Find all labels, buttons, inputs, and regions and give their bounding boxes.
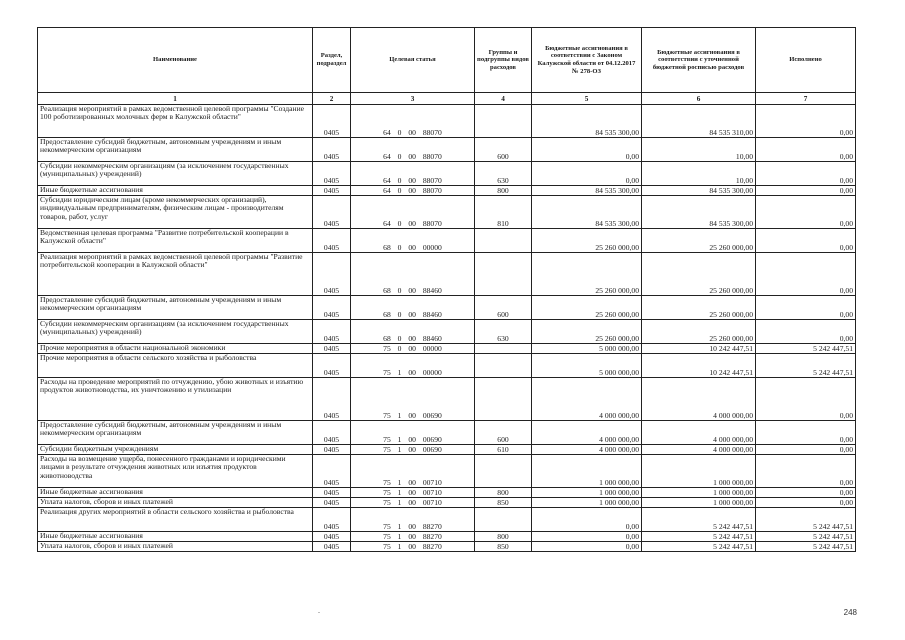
row-name: Иные бюджетные ассигнования — [38, 488, 313, 498]
header-section: Раздел, подраздел — [313, 28, 351, 93]
row-refined-amount: 4 000 000,00 — [642, 421, 756, 445]
row-executed-amount: 0,00 — [756, 378, 856, 421]
row-executed-amount: 0,00 — [756, 138, 856, 162]
row-executed-amount: 0,00 — [756, 488, 856, 498]
table-row — [38, 542, 856, 552]
row-refined-amount: 84 535 300,00 — [642, 186, 756, 196]
row-name: Уплата налогов, сборов и иных платежей — [38, 498, 313, 508]
row-expense-group — [475, 508, 532, 532]
row-refined-amount: 4 000 000,00 — [642, 445, 756, 455]
row-section: 0405 — [313, 186, 351, 196]
row-name: Предоставление субсидий бюджетным, автономным учреждениям и иным некоммерческим организациям — [38, 138, 313, 162]
row-refined-amount: 25 260 000,00 — [642, 320, 756, 344]
row-law-amount: 25 260 000,00 — [532, 320, 642, 344]
row-refined-amount: 25 260 000,00 — [642, 253, 756, 296]
column-number-row — [38, 93, 856, 105]
row-refined-amount: 1 000 000,00 — [642, 498, 756, 508]
row-target-article: 75 1 00 00710 — [351, 498, 475, 508]
row-name: Расходы на проведение мероприятий по отчуждению, убою животных и изъятию продуктов животноводства, их уничтожению и утилизации — [38, 378, 313, 421]
row-name: Ведомственная целевая программа "Развитие потребительской кооперации в Калужской области" — [38, 229, 313, 253]
row-section: 0405 — [313, 162, 351, 186]
header-row — [38, 28, 856, 93]
row-target-article: 68 0 00 00000 — [351, 229, 475, 253]
column-number: 5 — [532, 93, 642, 105]
page-number: 248 — [843, 608, 857, 617]
row-executed-amount: 0,00 — [756, 455, 856, 488]
row-executed-amount: 5 242 447,51 — [756, 542, 856, 552]
column-number: 1 — [38, 93, 313, 105]
row-expense-group: 630 — [475, 162, 532, 186]
row-section: 0405 — [313, 488, 351, 498]
row-executed-amount: 0,00 — [756, 320, 856, 344]
row-refined-amount: 1 000 000,00 — [642, 455, 756, 488]
row-law-amount: 1 000 000,00 — [532, 455, 642, 488]
row-name: Субсидии некоммерческим организациям (за исключением государственных (муниципальных) учреждений) — [38, 162, 313, 186]
row-target-article: 64 0 00 88070 — [351, 162, 475, 186]
row-section: 0405 — [313, 138, 351, 162]
row-refined-amount: 25 260 000,00 — [642, 229, 756, 253]
row-executed-amount: 0,00 — [756, 105, 856, 138]
row-refined-amount: 84 535 300,00 — [642, 196, 756, 229]
row-executed-amount: 0,00 — [756, 196, 856, 229]
row-law-amount: 4 000 000,00 — [532, 378, 642, 421]
row-name: Субсидии юридическим лицам (кроме некоммерческих организаций), индивидуальным предпринимателям, физическим лицам - производителям товаров, работ, услуг — [38, 196, 313, 229]
row-executed-amount: 5 242 447,51 — [756, 508, 856, 532]
row-name: Расходы на возмещение ущерба, понесенного гражданами и юридическими лицами в результате отчуждения животных или изъятия продуктов животноводства — [38, 455, 313, 488]
table-row — [38, 253, 856, 296]
row-section: 0405 — [313, 508, 351, 532]
table-row — [38, 378, 856, 421]
table-row — [38, 162, 856, 186]
header-executed: Исполнено — [756, 28, 856, 93]
row-expense-group — [475, 253, 532, 296]
row-expense-group — [475, 105, 532, 138]
column-number: 2 — [313, 93, 351, 105]
row-section: 0405 — [313, 378, 351, 421]
row-section: 0405 — [313, 354, 351, 378]
row-section: 0405 — [313, 196, 351, 229]
row-name: Уплата налогов, сборов и иных платежей — [38, 542, 313, 552]
table-row — [38, 344, 856, 354]
row-target-article: 75 0 00 00000 — [351, 344, 475, 354]
row-refined-amount: 10 242 447,51 — [642, 344, 756, 354]
row-expense-group: 810 — [475, 196, 532, 229]
row-expense-group: 800 — [475, 532, 532, 542]
row-law-amount: 25 260 000,00 — [532, 229, 642, 253]
row-name: Субсидии некоммерческим организациям (за исключением государственных (муниципальных) учреждений) — [38, 320, 313, 344]
table-row — [38, 488, 856, 498]
row-section: 0405 — [313, 421, 351, 445]
header-target: Целевая статья — [351, 28, 475, 93]
row-expense-group: 630 — [475, 320, 532, 344]
row-name: Предоставление субсидий бюджетным, автономным учреждениям и иным некоммерческим организациям — [38, 296, 313, 320]
row-refined-amount: 25 260 000,00 — [642, 296, 756, 320]
row-name: Реализация других мероприятий в области сельского хозяйства и рыболовства — [38, 508, 313, 532]
table-row — [38, 445, 856, 455]
table-row — [38, 532, 856, 542]
row-law-amount: 4 000 000,00 — [532, 445, 642, 455]
row-law-amount: 0,00 — [532, 542, 642, 552]
footer-mark: . — [318, 606, 320, 615]
row-target-article: 75 1 00 88270 — [351, 532, 475, 542]
row-refined-amount: 4 000 000,00 — [642, 378, 756, 421]
row-section: 0405 — [313, 498, 351, 508]
row-section: 0405 — [313, 532, 351, 542]
row-executed-amount: 0,00 — [756, 186, 856, 196]
row-expense-group: 850 — [475, 542, 532, 552]
header-name: Наименование — [38, 28, 313, 93]
row-section: 0405 — [313, 542, 351, 552]
row-refined-amount: 5 242 447,51 — [642, 508, 756, 532]
table-row — [38, 455, 856, 488]
row-target-article: 75 1 00 88270 — [351, 542, 475, 552]
column-number: 3 — [351, 93, 475, 105]
row-target-article: 75 1 00 00690 — [351, 421, 475, 445]
row-expense-group: 800 — [475, 488, 532, 498]
row-expense-group: 600 — [475, 296, 532, 320]
row-name: Предоставление субсидий бюджетным, автономным учреждениям и иным некоммерческим организациям — [38, 421, 313, 445]
row-law-amount: 1 000 000,00 — [532, 498, 642, 508]
row-section: 0405 — [313, 455, 351, 488]
row-refined-amount: 10 242 447,51 — [642, 354, 756, 378]
header-law: Бюджетные ассигнования в соответствии с Законом Калужской области от 04.12.2017 № 278-ОЗ — [532, 28, 642, 93]
table-row — [38, 320, 856, 344]
column-number: 4 — [475, 93, 532, 105]
row-executed-amount: 0,00 — [756, 253, 856, 296]
row-executed-amount: 0,00 — [756, 162, 856, 186]
row-expense-group — [475, 378, 532, 421]
row-expense-group: 800 — [475, 186, 532, 196]
row-section: 0405 — [313, 344, 351, 354]
row-name: Субсидии бюджетным учреждениям — [38, 445, 313, 455]
row-law-amount: 1 000 000,00 — [532, 488, 642, 498]
row-law-amount: 84 535 300,00 — [532, 196, 642, 229]
row-section: 0405 — [313, 253, 351, 296]
row-refined-amount: 1 000 000,00 — [642, 488, 756, 498]
table-row — [38, 508, 856, 532]
row-law-amount: 5 000 000,00 — [532, 344, 642, 354]
row-expense-group: 850 — [475, 498, 532, 508]
row-target-article: 75 1 00 00690 — [351, 378, 475, 421]
row-target-article: 75 1 00 00710 — [351, 455, 475, 488]
column-number: 6 — [642, 93, 756, 105]
row-law-amount: 0,00 — [532, 532, 642, 542]
row-target-article: 75 1 00 00690 — [351, 445, 475, 455]
row-refined-amount: 5 242 447,51 — [642, 542, 756, 552]
row-expense-group — [475, 344, 532, 354]
row-refined-amount: 5 242 447,51 — [642, 532, 756, 542]
row-law-amount: 0,00 — [532, 138, 642, 162]
row-name: Прочие мероприятия в области сельского хозяйства и рыболовства — [38, 354, 313, 378]
row-name: Реализация мероприятий в рамках ведомственной целевой программы "Создание 100 роботизированных молочных ферм в Калужской области" — [38, 105, 313, 138]
table-row — [38, 421, 856, 445]
row-refined-amount: 84 535 310,00 — [642, 105, 756, 138]
row-executed-amount: 0,00 — [756, 445, 856, 455]
row-target-article: 68 0 00 88460 — [351, 296, 475, 320]
row-target-article: 68 0 00 88460 — [351, 253, 475, 296]
column-number: 7 — [756, 93, 856, 105]
row-target-article: 64 0 00 88070 — [351, 105, 475, 138]
table-row — [38, 354, 856, 378]
row-refined-amount: 10,00 — [642, 162, 756, 186]
row-law-amount: 0,00 — [532, 162, 642, 186]
row-section: 0405 — [313, 105, 351, 138]
row-law-amount: 25 260 000,00 — [532, 253, 642, 296]
row-target-article: 64 0 00 88070 — [351, 138, 475, 162]
row-target-article: 75 1 00 00000 — [351, 354, 475, 378]
row-section: 0405 — [313, 229, 351, 253]
row-target-article: 75 1 00 88270 — [351, 508, 475, 532]
table-row — [38, 186, 856, 196]
row-law-amount: 84 535 300,00 — [532, 105, 642, 138]
row-target-article: 64 0 00 88070 — [351, 186, 475, 196]
row-executed-amount: 0,00 — [756, 498, 856, 508]
row-expense-group: 600 — [475, 138, 532, 162]
row-expense-group — [475, 354, 532, 378]
row-executed-amount: 0,00 — [756, 421, 856, 445]
row-name: Прочие мероприятия в области национальной экономики — [38, 344, 313, 354]
table-row — [38, 229, 856, 253]
row-section: 0405 — [313, 320, 351, 344]
table-row — [38, 498, 856, 508]
row-executed-amount: 5 242 447,51 — [756, 344, 856, 354]
row-name: Иные бюджетные ассигнования — [38, 186, 313, 196]
row-refined-amount: 10,00 — [642, 138, 756, 162]
row-law-amount: 84 535 300,00 — [532, 186, 642, 196]
budget-table — [37, 27, 856, 552]
row-law-amount: 4 000 000,00 — [532, 421, 642, 445]
header-groups: Группы и подгруппы видов расходов — [475, 28, 532, 93]
row-law-amount: 5 000 000,00 — [532, 354, 642, 378]
table-row — [38, 105, 856, 138]
row-executed-amount: 5 242 447,51 — [756, 354, 856, 378]
row-law-amount: 0,00 — [532, 508, 642, 532]
row-executed-amount: 5 242 447,51 — [756, 532, 856, 542]
row-expense-group: 610 — [475, 445, 532, 455]
table-row — [38, 296, 856, 320]
row-executed-amount: 0,00 — [756, 229, 856, 253]
row-section: 0405 — [313, 445, 351, 455]
row-law-amount: 25 260 000,00 — [532, 296, 642, 320]
row-target-article: 68 0 00 88460 — [351, 320, 475, 344]
row-target-article: 75 1 00 00710 — [351, 488, 475, 498]
row-expense-group — [475, 455, 532, 488]
row-section: 0405 — [313, 296, 351, 320]
header-refined: Бюджетные ассигнования в соответствии с уточненной бюджетной росписью расходов — [642, 28, 756, 93]
row-name: Иные бюджетные ассигнования — [38, 532, 313, 542]
row-expense-group — [475, 229, 532, 253]
row-target-article: 64 0 00 88070 — [351, 196, 475, 229]
row-name: Реализация мероприятий в рамках ведомственной целевой программы "Развитие потребительской кооперации в Калужской области" — [38, 253, 313, 296]
table-row — [38, 138, 856, 162]
row-executed-amount: 0,00 — [756, 296, 856, 320]
row-expense-group: 600 — [475, 421, 532, 445]
table-row — [38, 196, 856, 229]
